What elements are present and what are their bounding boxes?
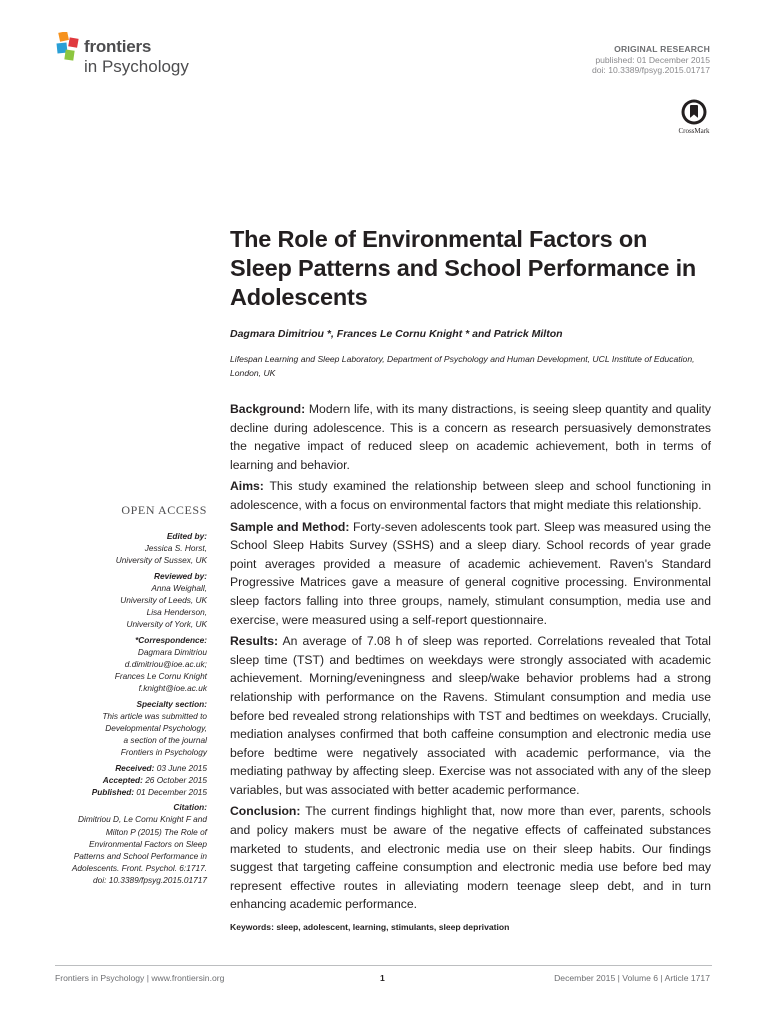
citation-line: Patterns and School Performance in xyxy=(73,851,207,862)
reviewer-affiliation: University of Leeds, UK xyxy=(120,595,207,606)
received-value: 03 June 2015 xyxy=(156,762,207,773)
crossmark-icon xyxy=(676,98,712,128)
background-heading: Background: xyxy=(230,402,306,416)
abstract-conclusion xyxy=(230,802,711,914)
logo-wordmark: frontiers xyxy=(84,37,152,56)
citation-line: Dimitriou D, Le Cornu Knight F and xyxy=(78,814,207,825)
logo-journal-name: in Psychology xyxy=(84,57,189,76)
published-date-side xyxy=(0,786,207,798)
results-text: An average of 7.08 h of sleep was reported. Correlations revealed that Total sleep time (TST) and bedtimes on weekdays were strongly associated with academic achievement. Morning/eveningness and sleep/wake behavior problems had a strong relationship with performance on the Ravens. Stimulant consumption and media use before bed revealed strong relationships with TST and bedtimes on weekdays. Crucially, mediation analyses confirmed that both caffeine consumption and electronic media use before bedtime were negatively associated with academic performance, via the mediating pathway by affecting sleep. Exercise was not associated with any of the sleep variables, but was associated with better academic performance. xyxy=(230,634,711,797)
correspondence-label: *Correspondence: xyxy=(135,634,207,645)
received-date xyxy=(0,762,207,774)
crossmark-label: CrossMark xyxy=(678,127,710,135)
article-meta xyxy=(592,44,710,76)
edited-by-block xyxy=(0,530,207,567)
citation-doi[interactable]: doi: 10.3389/fpsyg.2015.01717 xyxy=(93,875,207,886)
page-number: 1 xyxy=(380,973,385,983)
aims-heading: Aims: xyxy=(230,479,264,494)
citation-line: Adolescents. Front. Psychol. 6:1717. xyxy=(71,863,207,874)
correspondent-name: Dagmara Dimitriou xyxy=(137,646,207,657)
accepted-date xyxy=(0,774,207,786)
reviewer-affiliation: University of York, UK xyxy=(126,619,207,630)
author-affiliation: Lifespan Learning and Sleep Laboratory, Department of Psychology and Human Development, UCL Institute of Education, London, UK xyxy=(230,354,695,378)
reviewer-name[interactable]: Lisa Henderson, xyxy=(146,607,207,618)
author-list[interactable]: Dagmara Dimitriou *, Frances Le Cornu Knight * and Patrick Milton xyxy=(230,328,563,340)
published-value: 01 December 2015 xyxy=(136,787,207,798)
specialty-line: This article was submitted to xyxy=(102,710,207,721)
background-text: Modern life, with its many distractions, is seeing sleep quantity and quality decline during adolescence. This is a concern as research persuasively demonstrates the negative impact of reduced sleep on academic achievement, both in terms of learning and behavior. xyxy=(230,402,711,472)
abstract xyxy=(230,400,711,917)
sidebar-info xyxy=(0,530,207,890)
specialty-section-label: Specialty section: xyxy=(136,698,207,709)
published-date: published: 01 December 2015 xyxy=(595,54,710,65)
crossmark-badge[interactable] xyxy=(676,98,712,138)
aims-text: This study examined the relationship between sleep and school functioning in adolescence, with a focus on environmental factors that might mediate this relationship. xyxy=(230,479,711,512)
conclusion-heading: Conclusion: xyxy=(230,804,301,819)
footer-divider xyxy=(55,965,712,966)
reviewed-by-label: Reviewed by: xyxy=(153,570,207,581)
footer-journal-link[interactable]: Frontiers in Psychology | www.frontiersin.org xyxy=(55,973,225,983)
accepted-label: Accepted: xyxy=(102,774,143,785)
abstract-results xyxy=(230,632,711,799)
citation-line: Milton P (2015) The Role of xyxy=(105,826,207,837)
correspondent-email[interactable]: f.knight@ioe.ac.uk xyxy=(138,683,207,694)
specialty-line: Frontiers in Psychology xyxy=(120,747,207,758)
correspondent-name: Frances Le Cornu Knight xyxy=(114,671,207,682)
editor-affiliation: University of Sussex, UK xyxy=(115,555,207,566)
accepted-value: 26 October 2015 xyxy=(145,774,207,785)
keywords: Keywords: sleep, adolescent, learning, stimulants, sleep deprivation xyxy=(230,922,510,932)
citation-block xyxy=(0,801,207,886)
correspondence-block xyxy=(0,634,207,695)
abstract-method xyxy=(230,518,711,630)
footer-issue-info: December 2015 | Volume 6 | Article 1717 xyxy=(554,973,710,983)
edited-by-label: Edited by: xyxy=(166,531,207,541)
article-title: The Role of Environmental Factors on Sleep Patterns and School Performance in Adolescents xyxy=(230,226,697,310)
specialty-line: Developmental Psychology, xyxy=(105,723,207,734)
abstract-background xyxy=(230,400,711,474)
frontiers-logo[interactable] xyxy=(55,32,215,80)
reviewer-name[interactable]: Anna Weighall, xyxy=(151,582,207,593)
doi-link[interactable]: doi: 10.3389/fpsyg.2015.01717 xyxy=(591,65,710,75)
abstract-aims xyxy=(230,477,711,514)
results-heading: Results: xyxy=(230,634,279,649)
specialty-section-block xyxy=(0,698,207,759)
conclusion-text: The current findings highlight that, now more than ever, parents, schools and policy makers must be aware of the negative effects of caffeinated substances marketed to students, and electronic media use on their sleep habits. Our findings suggest that targeting caffeine consumption and electronic media use before bed may represent effective routes in alleviating modern teenage sleep debt, and in turn enhancing academic performance. xyxy=(230,804,711,912)
open-access-label: OPEN ACCESS xyxy=(121,503,207,517)
editor-name[interactable]: Jessica S. Horst, xyxy=(144,543,207,554)
reviewed-by-block xyxy=(0,570,207,631)
article-type: ORIGINAL RESEARCH xyxy=(614,44,710,54)
method-heading: Sample and Method: xyxy=(230,519,350,534)
specialty-line: a section of the journal xyxy=(123,735,207,746)
dates-block xyxy=(0,762,207,799)
citation-line: Environmental Factors on Sleep xyxy=(88,838,207,849)
published-label: Published: xyxy=(91,787,135,798)
citation-label: Citation: xyxy=(173,802,207,813)
frontiers-logo-icon xyxy=(55,32,81,62)
method-text: Forty-seven adolescents took part. Sleep was measured using the School Sleep Habits Survey (SSHS) and a sleep diary. School records of year grade point averages provided a measure of academic achievement. Raven's Standard Progressive Matrices gave a measure of general cognitive processing. Environmental sleep factors falling into three groups, namely, stimulant consumption, media use and exercise, were measured using a self-report questionnaire. xyxy=(230,519,711,627)
received-label: Received: xyxy=(115,762,155,773)
correspondent-email[interactable]: d.dimitriou@ioe.ac.uk; xyxy=(124,659,207,670)
